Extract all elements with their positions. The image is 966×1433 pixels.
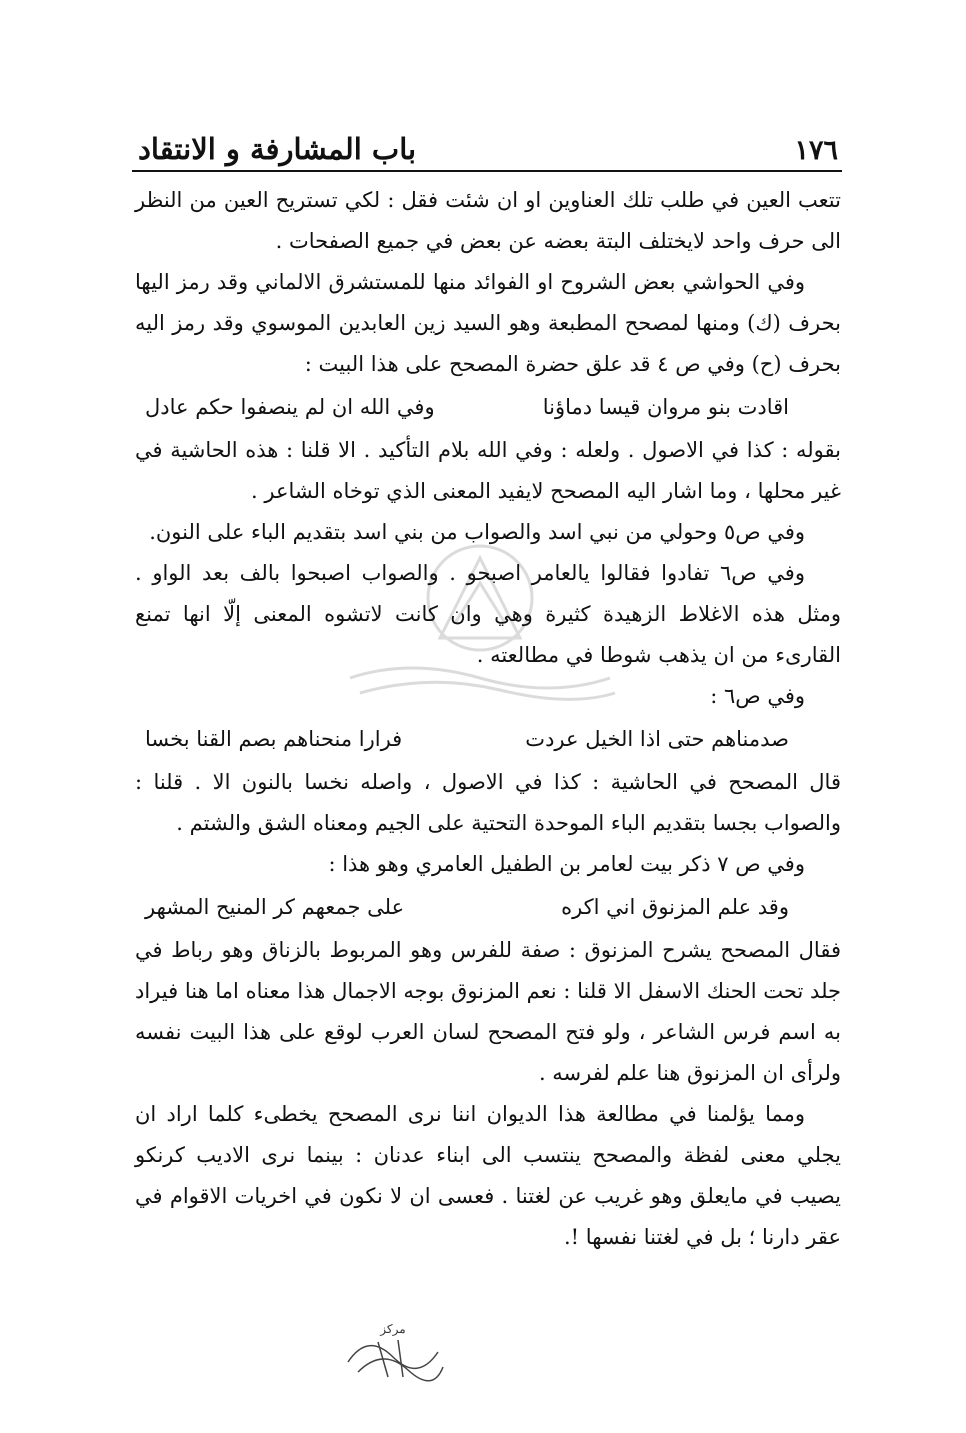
paragraph-9: فقال المصحح يشرح المزنوق : صفة للفرس وهو المربوط بالزناق وهو رباط في جلد تحت الحنك الاسفل الا قلنا : نعم المزنوق بوجه الاجمال هذا معناه اما هنا فيراد به اسم فرس الشاعر ، ولو فتح المصحح لسان العرب لوقع على هذا البيت نفسه ولرأى ان المزنوق هنا علم لفرسه . (135, 938, 841, 1085)
paragraph-5: وفي ص٦ تفادوا فقالوا يالعامر اصبحو . والصواب اصبحوا بالف بعد الواو . ومثل هذه الاغلاط الزهيدة كثيرة وهي وان كانت لاتشوه المعنى إلّا انها تمنع القارىء من ان يذهب شوطا في مطالعته . (135, 561, 841, 667)
verse-3 (135, 887, 841, 928)
page-title: باب المشارفة و الانتقاد (138, 132, 417, 166)
verse-2-left-hemistich: فرارا منحناهم بصم القنا بخسا (145, 727, 403, 751)
verse-1-left-hemistich: وفي الله ان لم ينصفوا حكم عادل (145, 395, 435, 419)
paragraph-3: بقوله : كذا في الاصول . ولعله : وفي الله بلام التأكيد . الا قلنا : هذه الحاشية في غير محلها ، وما اشار اليه المصحح لايفيد المعنى الذي توخاه الشاعر . (135, 438, 841, 503)
seal-text: مرکز (380, 1322, 406, 1336)
paragraph-8: وفي ص ٧ ذكر بيت لعامر بن الطفيل العامري وهو هذا : (328, 852, 805, 876)
paragraph-4: وفي ص٥ وحولي من نبي اسد والصواب من بني اسد بتقديم الباء على النون. (149, 520, 805, 544)
paragraph-6: وفي ص٦ : (710, 684, 805, 708)
document-body (135, 180, 841, 1258)
verse-3-right-hemistich: وقد علم المزنوق اني اكره (561, 895, 789, 919)
verse-3-left-hemistich: على جمعهم كر المنيح المشهر (145, 895, 405, 919)
paragraph-1: تتعب العين في طلب تلك العناوين او ان شئت فقل : لكي تستريح العين من النظر الى حرف واحد لايختلف البتة بعضه عن بعض في جميع الصفحات . (135, 188, 841, 253)
library-seal (338, 1322, 448, 1382)
verse-2-right-hemistich: صدمناهم حتى اذا الخيل عردت (525, 727, 789, 751)
verse-1 (135, 387, 841, 428)
page-number: ١٧٦ (794, 135, 838, 166)
verse-1-right-hemistich: اقادت بنو مروان قيسا دماؤنا (542, 395, 789, 419)
paragraph-7: قال المصحح في الحاشية : كذا في الاصول ، واصله نخسا بالنون الا . قلنا : والصواب بجسا بتقديم الباء الموحدة التحتية على الجيم ومعناه الشق والشتم . (135, 770, 841, 835)
verse-2 (135, 719, 841, 760)
page-header (138, 112, 838, 166)
paragraph-10: ومما يؤلمنا في مطالعة هذا الديوان اننا نرى المصحح يخطىء كلما اراد ان يجلي معنى لفظة والمصحح ينتسب الى ابناء عدنان : بينما نرى الاديب كرنكو يصيب في مايعلق وهو غريب عن لغتنا . فعسى ان لا نكون في اخريات الاقوام في عقر دارنا ؛ بل في لغتنا نفسها !. (135, 1102, 841, 1249)
header-rule (132, 170, 842, 172)
paragraph-2: وفي الحواشي بعض الشروح او الفوائد منها للمستشرق الالماني وقد رمز اليها بحرف (ك) ومنها لمصحح المطبعة وهو السيد زين العابدين الموسوي وقد رمز اليه بحرف (ح) وفي ص ٤ قد علق حضرة المصحح على هذا البيت : (135, 270, 841, 376)
